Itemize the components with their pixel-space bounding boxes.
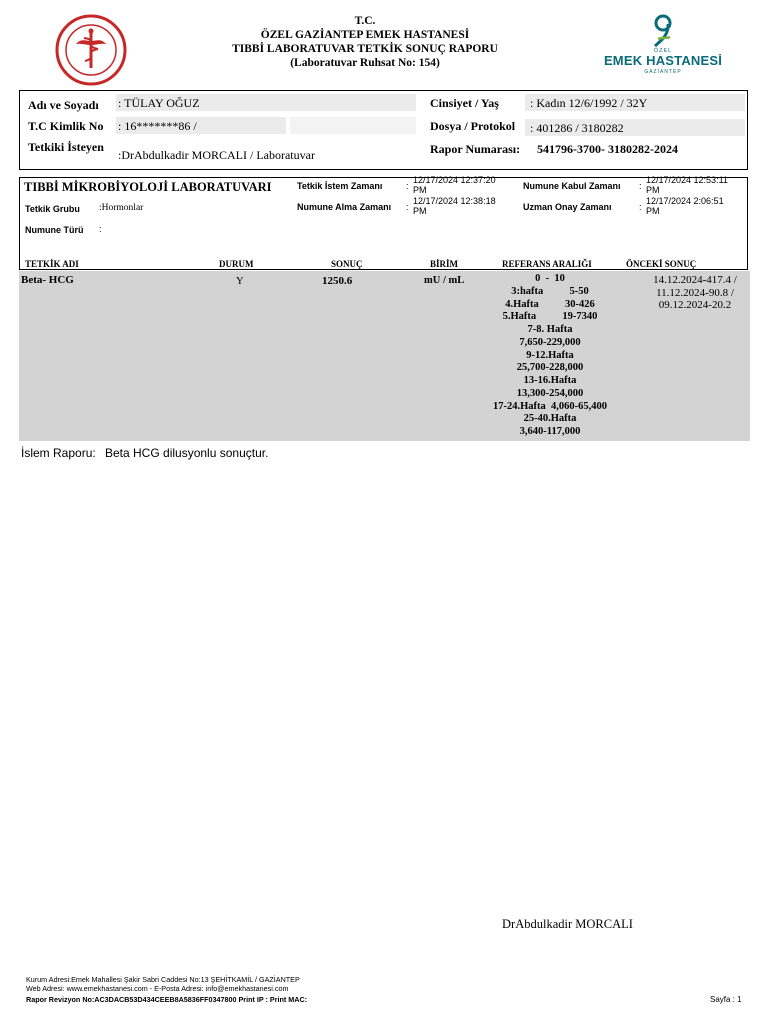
signature: DrAbdulkadir MORCALI [502, 917, 633, 931]
approval-time-ampm: PM [646, 206, 660, 216]
reference-line: 0 - 10 [535, 273, 565, 284]
report-number-value: 541796-3700- 3180282-2024 [537, 142, 678, 156]
request-time-ampm: PM [413, 185, 427, 195]
sample-type-value: : [99, 224, 102, 234]
gender-label: Cinsiyet / Yaş [430, 96, 499, 110]
reference-line: 25,700-228,000 [516, 362, 584, 374]
gender-value: : Kadın 12/6/1992 / 32Y [530, 96, 648, 110]
lab-info-box [19, 177, 748, 270]
reference-line: 13,300-254,000 [516, 387, 584, 399]
footer [26, 976, 307, 1005]
request-time-label: Tetkik İstem Zamanı [297, 181, 383, 191]
reference-range [460, 273, 640, 439]
id-label: T.C Kimlik No [28, 119, 104, 133]
page-number: Sayfa : 1 [710, 995, 742, 1004]
hospital-emblem-icon [651, 12, 675, 48]
ministry-seal-icon [55, 14, 127, 86]
patient-info-box [19, 90, 748, 170]
previous-line: 11.12.2024-90.8 / [656, 286, 734, 299]
hospital-logo [598, 12, 728, 76]
approval-time-colon: : [639, 202, 642, 212]
id-shade-2 [290, 117, 416, 134]
col-header-result: SONUÇ [331, 259, 363, 269]
file-value: : 401286 / 3180282 [530, 121, 624, 135]
process-report-text: Beta HCG dilusyonlu sonuçtur. [105, 446, 269, 460]
result-status: Y [236, 276, 244, 287]
header-line: T.C. [354, 15, 376, 27]
ministry-logo [55, 14, 127, 86]
col-header-unit: BİRİM [430, 259, 459, 269]
col-header-status: DURUM [219, 259, 254, 269]
sampling-time-colon: : [406, 202, 409, 212]
reference-line: 13-16.Hafta [523, 375, 577, 386]
sampling-time-label: Numune Alma Zamanı [297, 202, 392, 212]
col-header-reference: REFERANS ARALIĞI [502, 259, 592, 269]
col-header-previous: ÖNCEKİ SONUÇ [626, 259, 697, 269]
hospital-logo-small: ÖZEL [653, 48, 673, 54]
approval-time-label: Uzman Onay Zamanı [523, 202, 612, 212]
name-value: : TÜLAY OĞUZ [118, 96, 200, 110]
reference-line: 7-8. Hafta [527, 324, 573, 335]
header-line: (Laboratuvar Ruhsat No: 154) [290, 57, 440, 69]
file-label: Dosya / Protokol [430, 119, 516, 133]
result-test-name: Beta- HCG [21, 274, 74, 286]
result-unit: mU / mL [424, 275, 465, 286]
reference-line: 3,640-117,000 [519, 426, 581, 437]
reference-line: 9-12.Hafta [526, 349, 574, 361]
footer-address: Kurum Adresi:Emek Mahallesi Şakir Sabri Caddesi No:13 ŞEHİTKAMİL / GAZİANTEP [26, 975, 300, 984]
header-line: TIBBİ LABORATUVAR TETKİK SONUÇ RAPORU [232, 43, 498, 55]
col-header-test: TETKİK ADI [25, 259, 79, 269]
report-header [200, 14, 530, 70]
report-number-label: Rapor Numarası: [430, 142, 521, 156]
footer-web: Web Adresi: www.emekhastanesi.com - E-Posta Adresi: info@emekhastanesi.com [26, 983, 289, 993]
process-report-label: İslem Raporu: [21, 446, 96, 460]
requester-value: :DrAbdulkadir MORCALI / Laboratuvar [118, 148, 315, 162]
name-label: Adı ve Soyadı [28, 98, 99, 112]
lab-title: TIBBİ MİKROBİYOLOJİ LABORATUVARI [24, 180, 272, 194]
sample-type-label: Numune Türü [25, 225, 84, 235]
reference-line: 3:hafta 5-50 [511, 285, 589, 297]
request-time-date: 12/17/2024 12:37:20 [413, 175, 496, 185]
request-time-colon: : [406, 181, 409, 191]
test-group-label: Tetkik Grubu [25, 204, 80, 214]
requester-label: Tetkiki İsteyen [28, 140, 104, 154]
previous-line: 09.12.2024-20.2 [658, 299, 732, 311]
sampling-time-date: 12/17/2024 12:38:18 [413, 196, 496, 206]
accept-time-label: Numune Kabul Zamanı [523, 181, 621, 191]
accept-time-date: 12/17/2024 12:53:11 [646, 175, 728, 185]
reference-line: 17-24.Hafta 4,060-65,400 [492, 400, 608, 412]
previous-results [620, 274, 768, 312]
reference-line: 4.Hafta 30-426 [505, 298, 595, 310]
previous-line: 14.12.2024-417.4 / [653, 274, 737, 286]
result-value: 1250.6 [322, 275, 353, 287]
hospital-logo-name: EMEK HASTANESİ [603, 53, 723, 68]
sampling-time-ampm: PM [413, 206, 427, 216]
test-group-value: :Hormonlar [99, 203, 144, 213]
hospital-logo-city: GAZİANTEP [644, 69, 682, 75]
reference-line: 25-40.Hafta [523, 413, 577, 425]
id-value: : 16*******86 / [118, 119, 197, 133]
accept-time-colon: : [639, 181, 642, 191]
accept-time-ampm: PM [646, 185, 660, 195]
header-line: ÖZEL GAZİANTEP EMEK HASTANESİ [260, 29, 470, 41]
reference-line: 5.Hafta 19-7340 [502, 311, 598, 323]
footer-revision: Rapor Revizyon No:AC3DACB53D434CEEB8A5836FF0347800 Print IP : Print MAC: [26, 995, 308, 1004]
approval-time-date: 12/17/2024 2:06:51 [646, 196, 724, 206]
reference-line: 7,650-229,000 [519, 336, 581, 348]
